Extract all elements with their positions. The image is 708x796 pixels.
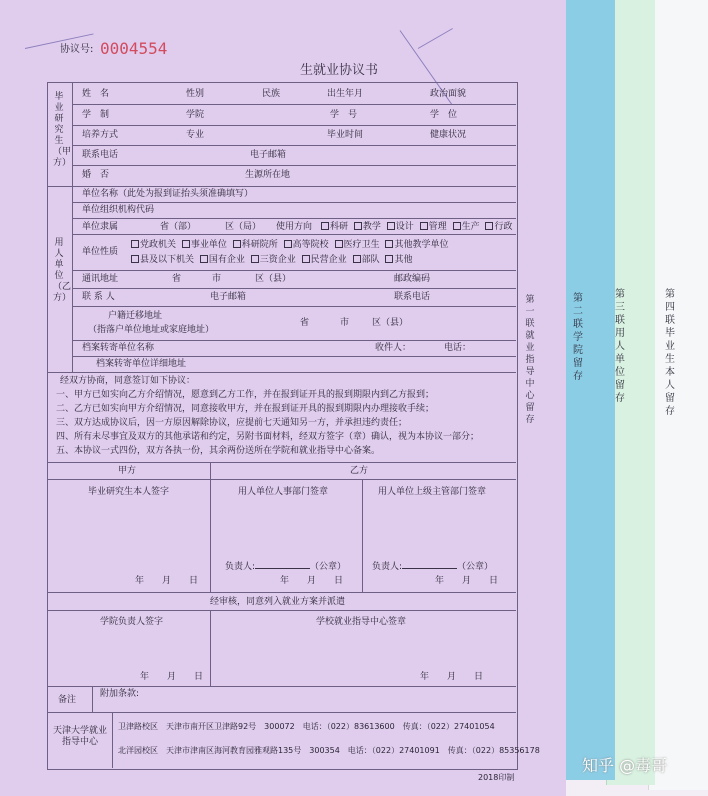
checkbox[interactable]	[131, 255, 139, 263]
checkbox[interactable]	[335, 240, 343, 248]
footer-campus-2: 北洋园校区 天津市津南区海河教育园雅观路135号 300354 电话：（022）27401091 传真：（022）85356178	[118, 746, 540, 755]
checkbox[interactable]	[182, 240, 190, 248]
label-address: 通讯地址	[82, 274, 119, 284]
label-health: 健康状况	[430, 130, 467, 140]
print-year: 2018印制	[478, 773, 515, 782]
footer-campus-1: 卫津路校区 天津市南开区卫津路92号 300072 电话：（022）83613600 传真：（022）27401054	[118, 722, 495, 731]
center-date: 年 月 日	[420, 672, 484, 682]
copy-4-label: 第四联 毕业生本人留存	[665, 289, 685, 417]
label-training: 培养方式	[82, 130, 119, 140]
label-grad-time: 毕业时间	[327, 130, 364, 140]
label-shi: 市	[212, 274, 222, 284]
college-date: 年 月 日	[140, 672, 204, 682]
label-marital: 婚 否	[82, 170, 110, 180]
copy-3-label: 第三联 用人单位留存	[615, 289, 635, 404]
checkbox[interactable]	[354, 222, 362, 230]
label-origin: 生源所在地	[245, 170, 291, 180]
label-major: 专业	[186, 130, 205, 140]
pen-mark	[418, 28, 453, 49]
terms-intro: 经双方协商，同意签订如下协议：	[60, 376, 196, 386]
serial-label: 协议号:	[60, 44, 94, 55]
party-a-heading: 甲方	[118, 466, 137, 476]
sup-responsible-label: 负责人: （公章）	[372, 562, 494, 572]
student-sign-label: 毕业研究生本人签字	[88, 487, 170, 497]
term-4: 四、所有未尽事宜及双方的其他承诺和约定，另附书面材料，经双方签字（章）确认，视为本协议一部分；	[56, 432, 480, 442]
checkbox[interactable]	[385, 255, 393, 263]
label-contact: 联 系 人	[82, 292, 115, 302]
label-affiliation: 单位隶属	[82, 222, 119, 232]
label-shi-2: 市	[340, 318, 350, 328]
checkbox[interactable]	[385, 240, 393, 248]
label-org-code: 单位组织机构代码	[82, 205, 155, 215]
hr-seal-label: 用人单位人事部门签章	[238, 487, 329, 497]
term-1: 一、甲方已如实向乙方介绍情况，愿意到乙方工作，并在报到证开具的报到期限内到乙方报到；	[56, 390, 435, 400]
label-hukou: 户籍迁移地址	[108, 311, 163, 321]
label-political: 政治面貌	[430, 89, 467, 99]
checkbox[interactable]	[302, 255, 310, 263]
label-employer-phone: 联系电话	[394, 292, 431, 302]
label-sheng-2: 省	[300, 318, 310, 328]
checkbox[interactable]	[284, 240, 292, 248]
label-name: 姓 名	[82, 89, 110, 99]
hr-responsible-label: 负责人: （公章）	[225, 562, 347, 572]
label-archive-unit: 档案转寄单位名称	[82, 343, 155, 353]
party-b-heading: 乙方	[350, 466, 369, 476]
label-phone: 联系电话	[82, 150, 119, 160]
sup-date: 年 月 日	[435, 576, 499, 586]
checkbox[interactable]	[233, 240, 241, 248]
label-postcode: 邮政编码	[394, 274, 431, 284]
party-b-side-label: 用人单位（乙方）	[53, 238, 72, 303]
label-birth: 出生年月	[327, 89, 364, 99]
supervisor-seal-label: 用人单位上级主管部门签章	[378, 487, 487, 497]
label-college: 学院	[186, 110, 205, 120]
label-district: 区（局）	[225, 222, 262, 232]
label-unit-nature: 单位性质	[82, 247, 119, 257]
serial-number: 0004554	[100, 39, 168, 58]
checkbox[interactable]	[420, 222, 428, 230]
checkbox[interactable]	[453, 222, 461, 230]
checkbox[interactable]	[251, 255, 259, 263]
term-5: 五、本协议一式四份，双方各执一份，其余两份送所在学院和就业指导中心备案。	[56, 446, 381, 456]
remarks-label: 备注	[58, 695, 77, 705]
term-3: 三、双方达成协议后，因一方原因解除协议，应提前七天通知另一方，并承担违约责任；	[56, 418, 408, 428]
checkbox[interactable]	[353, 255, 361, 263]
label-use-direction: 使用方向	[276, 222, 313, 232]
nature-options-row1: 党政机关 事业单位 科研院所 高等院校 医疗卫生 其他教学单位	[128, 240, 448, 251]
term-2: 二、乙方已如实向甲方介绍情况，同意接收甲方，并在报到证开具的报到期限内办理接收手续；	[56, 404, 435, 414]
checkbox[interactable]	[131, 240, 139, 248]
checkbox[interactable]	[387, 222, 395, 230]
label-hukou-note: （指落户单位地址或家庭地址）	[88, 325, 215, 335]
center-seal-label: 学校就业指导中心签章	[316, 617, 407, 627]
party-a-side-label: 毕业研究生（甲方）	[53, 92, 72, 168]
hr-date: 年 月 日	[280, 576, 344, 586]
label-qu-2: 区（县）	[372, 318, 409, 328]
checkbox[interactable]	[321, 222, 329, 230]
label-program: 学 制	[82, 110, 110, 120]
label-sheng: 省	[172, 274, 182, 284]
label-province: 省（部）	[160, 222, 197, 232]
copy-sheet-4	[648, 0, 708, 790]
label-ethnicity: 民族	[262, 89, 281, 99]
direction-options: 科研 教学 设计 管理 生产 行政	[318, 222, 512, 233]
watermark: 知乎 @毒哥	[582, 756, 668, 775]
label-tel: 电话：	[444, 343, 472, 353]
checkbox[interactable]	[200, 255, 208, 263]
label-qu: 区（县）	[255, 274, 292, 284]
copy-2-label: 第二联 学院留存	[573, 293, 593, 382]
label-gender: 性别	[186, 89, 205, 99]
label-email: 电子邮箱	[250, 150, 287, 160]
label-student-id: 学 号	[330, 110, 358, 120]
checkbox[interactable]	[485, 222, 493, 230]
approval-text: 经审核，同意列入就业方案并派遣	[210, 597, 346, 607]
label-receiver: 收件人：	[375, 343, 412, 353]
footer-org: 天津大学就业指导中心	[52, 726, 107, 747]
page-title: 生就业协议书	[300, 63, 379, 78]
copy-sheet-2	[562, 0, 615, 780]
college-sign-label: 学院负责人签字	[100, 617, 164, 627]
nature-options-row2: 县及以下机关 国有企业 三资企业 民营企业 部队 其他	[128, 255, 412, 266]
label-unit-name: 单位名称（此处为报到证抬头须准确填写）	[82, 189, 254, 199]
copy-1-label: 第一联 就业指导中心留存	[525, 295, 544, 425]
label-archive-address: 档案转寄单位详细地址	[96, 359, 187, 369]
student-date: 年 月 日	[135, 576, 199, 586]
label-employer-email: 电子邮箱	[210, 292, 247, 302]
additional-clauses-label: 附加条款:	[100, 689, 140, 699]
label-degree: 学 位	[430, 110, 458, 120]
